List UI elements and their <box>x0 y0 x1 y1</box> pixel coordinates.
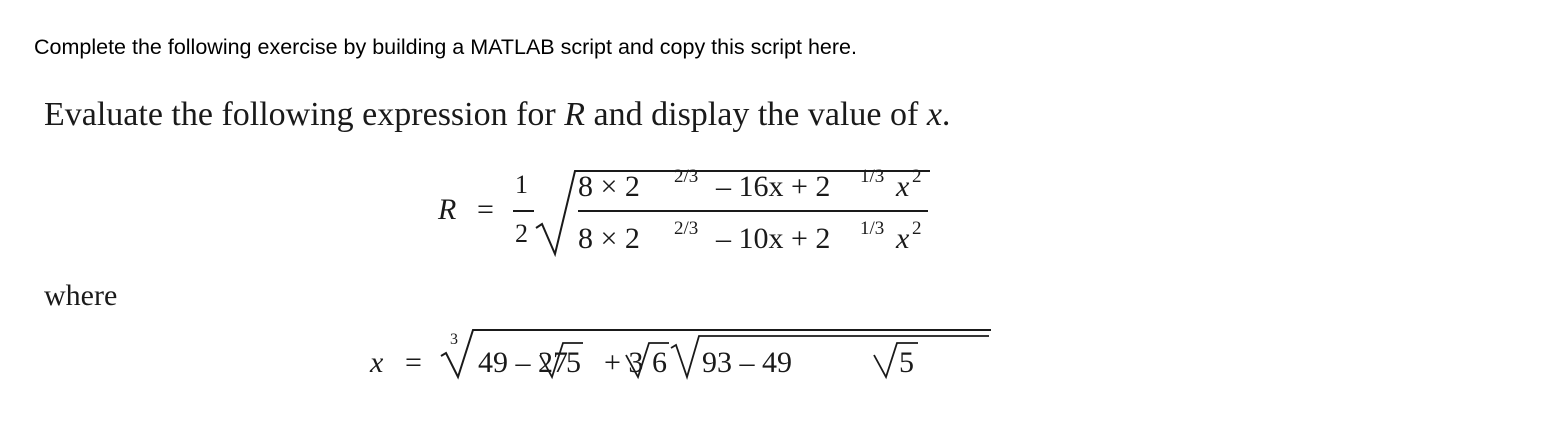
sqrt-5-value-a: 5 <box>566 346 581 379</box>
denominator-term-2: – 10x + 2 <box>716 222 831 255</box>
where-label: where <box>44 279 118 312</box>
eq-x-lhs: x <box>370 346 384 379</box>
prompt-text-mid: and display the value of <box>585 96 927 133</box>
numerator-exponent-3: 2 <box>912 166 922 187</box>
eq-r-lhs: R <box>438 193 457 226</box>
numerator-term-2: – 16x + 2 <box>716 170 831 203</box>
radicand-term-3: 93 – 49 <box>702 346 792 379</box>
denominator-exponent-3: 2 <box>912 218 922 239</box>
prompt-text-pre: Evaluate the following expression for <box>44 96 565 133</box>
prompt-var-x: x <box>926 96 942 133</box>
exercise-instruction: Complete the following exercise by building a MATLAB script and copy this script here. <box>34 35 857 59</box>
eq-x-equals: = <box>405 346 422 379</box>
sqrt-radical-sign <box>532 168 932 258</box>
prompt-var-r: R <box>564 96 586 133</box>
numerator-exponent-2: 1/3 <box>860 166 885 187</box>
denominator-term-1: 8 × 2 <box>578 222 640 255</box>
radicand-term-1: 49 – 27 <box>478 346 568 379</box>
cube-root-sign <box>425 326 1000 386</box>
eq-r-half-numerator: 1 <box>515 170 528 199</box>
radicand-term-2: + 3 <box>604 346 644 379</box>
problem-statement <box>44 96 950 134</box>
eq-r-half-denominator: 2 <box>515 219 528 248</box>
denominator-exponent-1: 2/3 <box>674 218 699 239</box>
numerator-term-1: 8 × 2 <box>578 170 640 203</box>
eq-r-half-bar <box>513 210 534 212</box>
denominator-var-x: x <box>896 222 910 255</box>
cube-root-index: 3 <box>450 331 458 348</box>
eq-r-equals: = <box>477 193 494 226</box>
fraction-bar <box>578 210 928 212</box>
prompt-text-end: . <box>941 96 951 133</box>
sqrt-6-value: 6 <box>652 346 667 379</box>
sqrt-5-value-b: 5 <box>899 346 914 379</box>
denominator-exponent-2: 1/3 <box>860 218 885 239</box>
numerator-exponent-1: 2/3 <box>674 166 699 187</box>
numerator-var-x: x <box>896 170 910 203</box>
